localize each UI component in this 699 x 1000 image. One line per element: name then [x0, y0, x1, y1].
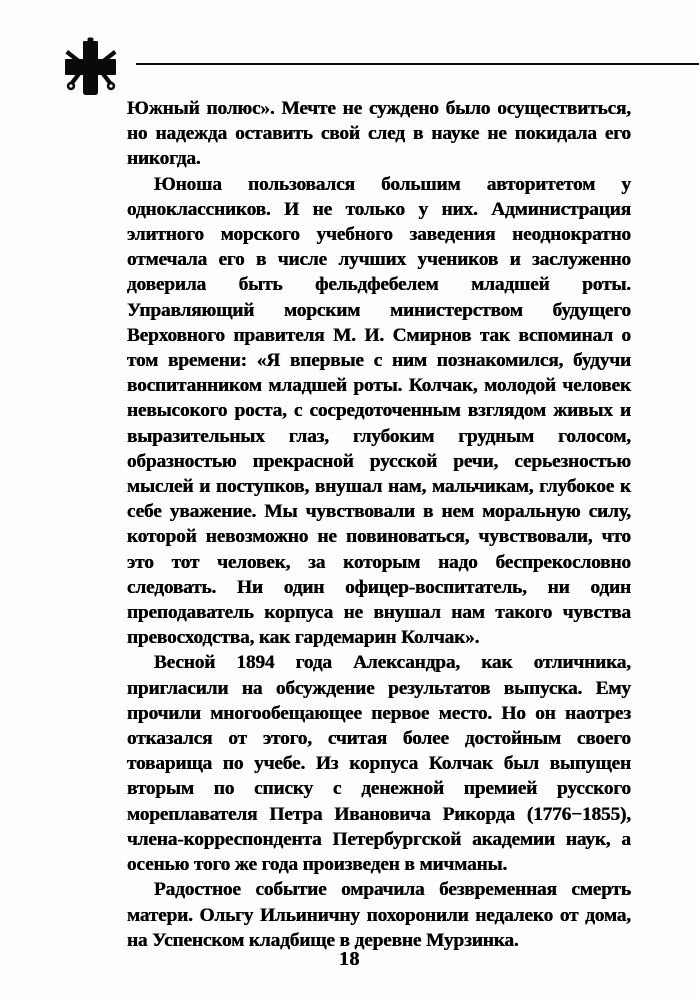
- horizontal-rule-icon: [136, 63, 699, 65]
- paragraph: Весной 1894 года Александра, как отличника, пригласили на обсуждение результатов выпуска. Ему прочили многообещающее первое место. Но он наотрез отказался от этого, считая более достойным своего товарища по учебе. Из корпуса Колчак был выпущен вторым по списку с денежной премией русского мореплавателя Петра Ивановича Рикорда (1776−1855), члена-корреспондента Петербургской академии наук, а осенью того же года произведен в мичманы.: [127, 652, 631, 876]
- cross-anchor-ornament-icon: [60, 36, 122, 98]
- paragraph: Южный полюс». Мечте не суждено было осуществиться, но надежда оставить свой след в науке не покидала его никогда.: [127, 98, 631, 170]
- paragraph: Радостное событие омрачила безвременная смерть матери. Ольгу Ильиничну похоронили недалеко от дома, на Успенском кладбище в деревне Мурзинка.: [127, 879, 631, 951]
- body-text-column: [127, 96, 631, 953]
- paragraph: Юноша пользовался большим авторитетом у одноклассников. И не только у них. Администрация элитного морского учебного заведения неоднократно отмечала его в числе лучших учеников и заслуженно доверила быть фельдфебелем младшей роты. Управляющий морским министерством будущего Верховного правителя М. И. Смирнов так вспоминал о том времени: «Я впервые с ним познакомился, будучи воспитанником младшей роты. Колчак, молодой человек невысокого роста, с сосредоточенным взглядом живых и выразительных глаз, глубоким грудным голосом, образностью прекрасной русской речи, серьезностью мыслей и поступков, внушал нам, мальчикам, глубокое к себе уважение. Мы чувствовали в нем моральную силу, которой невозможно не повиноваться, чувствовали, что это тот человек, за которым надо беспрекословно следовать. Ни один офицер-воспитатель, ни один преподаватель корпуса не внушал нам такого чувства превосходства, как гардемарин Колчак».: [127, 173, 631, 649]
- page-header: [60, 36, 640, 88]
- page-number: 18: [339, 948, 360, 970]
